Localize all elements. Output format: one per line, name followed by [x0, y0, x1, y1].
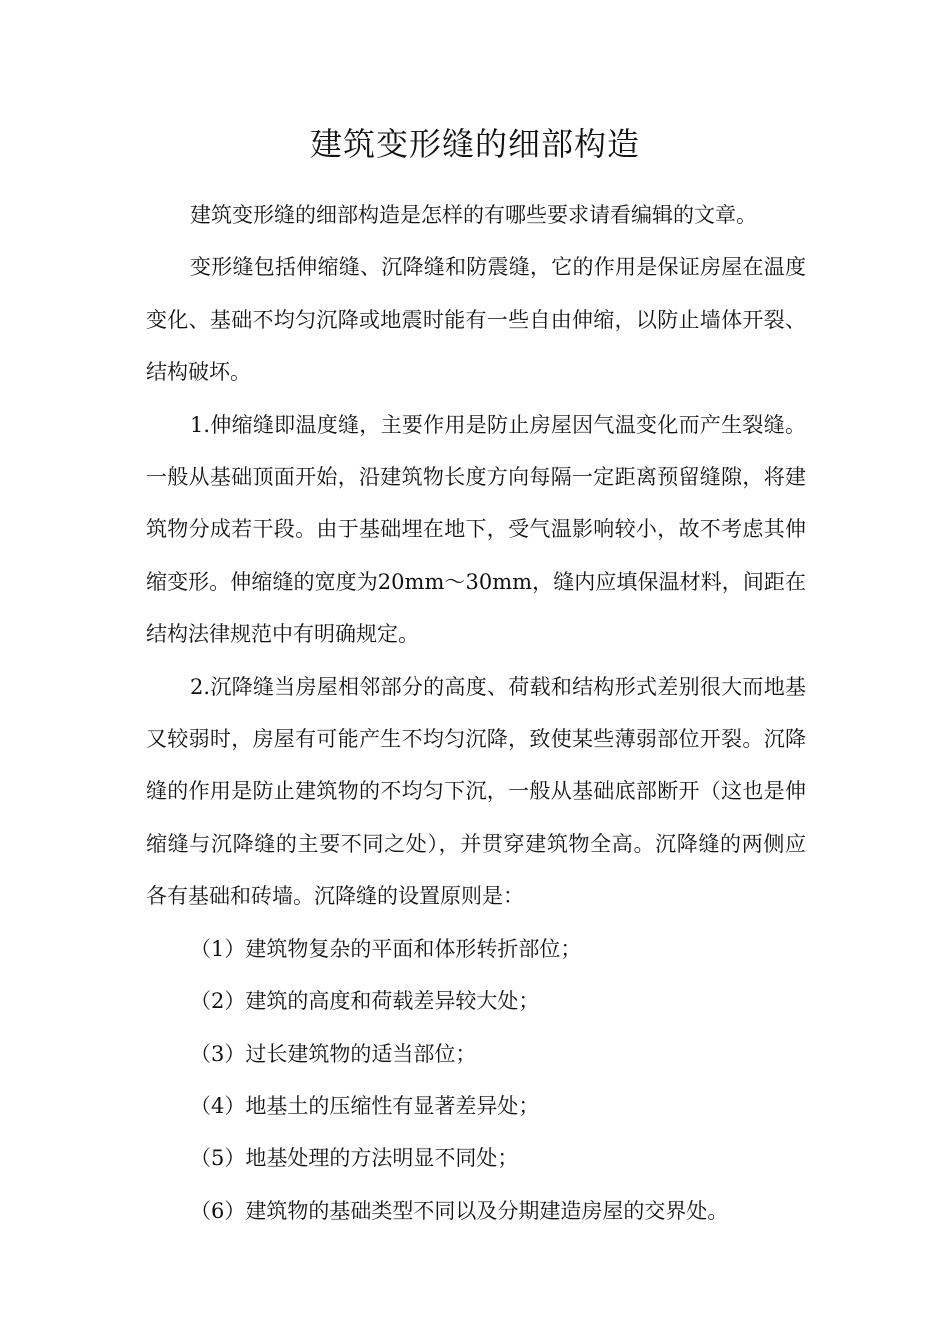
- document-title: 建筑变形缝的细部构造: [309, 125, 640, 163]
- list-item: （6）建筑物的基础类型不同以及分期建造房屋的交界处。: [190, 1198, 729, 1223]
- settlement-joint-paragraph: 2.沉降缝当房屋相邻部分的高度、荷载和结构形式差别很大而地基又较弱时，房屋有可能产生不均匀沉降，致使某些薄弱部位开裂。沉降缝的作用是防止建筑物的不均匀下沉，一般从基础底部断开（这也是伸缩缝与沉降缝的主要不同之处），并贯穿建筑物全高。沉降缝的两侧应各有基础和砖墙。沉降缝的设置原则是：: [146, 674, 806, 909]
- list-item: （3）过长建筑物的适当部位；: [190, 1041, 477, 1066]
- list-item: （4）地基土的压缩性有显著差异处；: [190, 1093, 540, 1118]
- document-body: [146, 189, 806, 1237]
- intro-paragraph: 建筑变形缝的细部构造是怎样的有哪些要求请看编辑的文章。: [190, 203, 757, 227]
- expansion-joint-paragraph: 1.伸缩缝即温度缝，主要作用是防止房屋因气温变化而产生裂缝。一般从基础顶面开始，沿建筑物长度方向每隔一定距离预留缝隙，将建筑物分成若干段。由于基础埋在地下，受气温影响较小，故不考虑其伸缩变形。伸缩缝的宽度为20mm～30mm，缝内应填保温材料，间距在结构法律规范中有明确规定。: [146, 412, 806, 647]
- list-item: （2）建筑的高度和荷载差异较大处；: [190, 989, 540, 1014]
- list-item: （5）地基处理的方法明显不同处；: [190, 1146, 519, 1171]
- deformation-joint-paragraph: 变形缝包括伸缩缝、沉降缝和防震缝，它的作用是保证房屋在温度变化、基础不均匀沉降或地震时能有一些自由伸缩，以防止墙体开裂、结构破坏。: [146, 255, 806, 385]
- list-item: （1）建筑物复杂的平面和体形转折部位；: [190, 936, 582, 961]
